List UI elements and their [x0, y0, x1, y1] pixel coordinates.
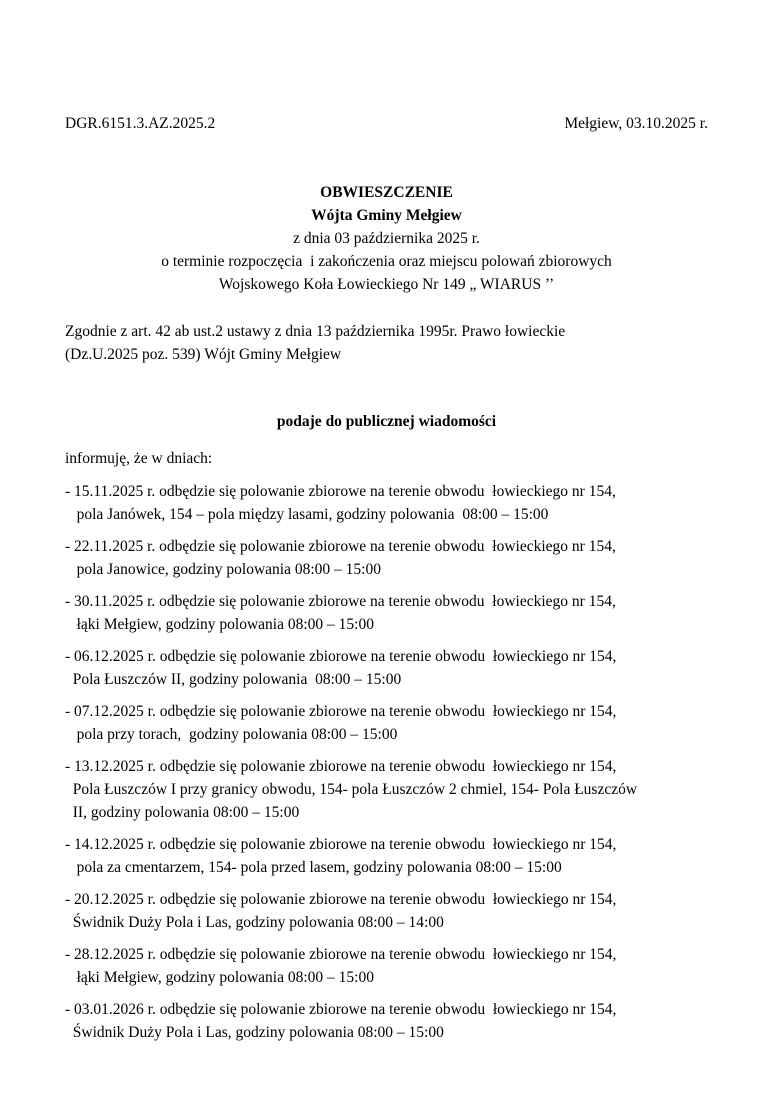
- hunt-item-date-line: - 22.11.2025 r. odbędzie się polowanie zbiorowe na terenie obwodu łowieckiego nr 154,: [65, 538, 616, 555]
- title-author: Wójta Gminy Mełgiew: [311, 207, 462, 224]
- hunt-item-date-line: - 14.12.2025 r. odbędzie się polowanie zbiorowe na terenie obwodu łowieckiego nr 154,: [65, 836, 617, 853]
- hunt-item-continuation-line: pola za cmentarzem, 154- pola przed lasem, godziny polowania 08:00 – 15:00: [65, 859, 562, 876]
- hunt-item: [65, 590, 708, 636]
- hunt-item-date-line: - 03.01.2026 r. odbędzie się polowanie zbiorowe na terenie obwodu łowieckiego nr 154,: [65, 1001, 617, 1018]
- hunt-item-continuation-line: II, godziny polowania 08:00 – 15:00: [65, 804, 300, 821]
- hunt-item: [65, 833, 708, 879]
- title-organization: Wojskowego Koła Łowieckiego Nr 149 „ WIARUS ’’: [218, 276, 555, 293]
- hunt-item-continuation-line: Świdnik Duży Pola i Las, godziny polowania 08:00 – 15:00: [65, 1024, 444, 1041]
- legal-basis-paragraph: [65, 320, 708, 366]
- hunt-item-continuation-line: Świdnik Duży Pola i Las, godziny polowania 08:00 – 14:00: [65, 914, 444, 931]
- hunt-item: [65, 888, 708, 934]
- title-date: z dnia 03 października 2025 r.: [293, 230, 480, 247]
- hunt-item-date-line: - 30.11.2025 r. odbędzie się polowanie zbiorowe na terenie obwodu łowieckiego nr 154,: [65, 593, 616, 610]
- hunt-item: [65, 645, 708, 691]
- title-block: [65, 181, 708, 296]
- hunt-item-date-line: - 13.12.2025 r. odbędzie się polowanie zbiorowe na terenie obwodu łowieckiego nr 154,: [65, 758, 617, 775]
- legal-basis-line-1: Zgodnie z art. 42 ab ust.2 ustawy z dnia 13 października 1995r. Prawo łowieckie: [65, 323, 566, 340]
- legal-basis-line-2: (Dz.U.2025 poz. 539) Wójt Gminy Mełgiew: [65, 346, 342, 363]
- hunt-item: [65, 943, 708, 989]
- hunt-item: [65, 755, 708, 824]
- hunt-item-date-line: - 15.11.2025 r. odbędzie się polowanie zbiorowe na terenie obwodu łowieckiego nr 154,: [65, 483, 616, 500]
- hunt-item-date-line: - 28.12.2025 r. odbędzie się polowanie zbiorowe na terenie obwodu łowieckiego nr 154,: [65, 946, 617, 963]
- hunt-item: [65, 700, 708, 746]
- hunt-item-continuation-line: Pola Łuszczów II, godziny polowania 08:00 – 15:00: [65, 671, 402, 688]
- hunt-item-date-line: - 07.12.2025 r. odbędzie się polowanie zbiorowe na terenie obwodu łowieckiego nr 154,: [65, 703, 617, 720]
- hunt-list: [65, 480, 708, 1044]
- hunt-item-date-line: - 06.12.2025 r. odbędzie się polowanie zbiorowe na terenie obwodu łowieckiego nr 154,: [65, 648, 617, 665]
- hunt-item: [65, 480, 708, 526]
- hunt-item-continuation-line: pola Janowice, godziny polowania 08:00 – 15:00: [65, 561, 381, 578]
- hunt-item-continuation-line: Pola Łuszczów I przy granicy obwodu, 154- pola Łuszczów 2 chmiel, 154- Pola Łuszczów: [65, 781, 638, 798]
- hunt-item-date-line: - 20.12.2025 r. odbędzie się polowanie zbiorowe na terenie obwodu łowieckiego nr 154,: [65, 891, 617, 908]
- title-subject: o terminie rozpoczęcia i zakończenia oraz miejscu polowań zbiorowych: [161, 253, 612, 270]
- place-and-date: Mełgiew, 03.10.2025 r.: [564, 115, 708, 132]
- hunt-item: [65, 998, 708, 1044]
- hunt-item: [65, 535, 708, 581]
- hunt-item-continuation-line: łąki Mełgiew, godziny polowania 08:00 – 15:00: [65, 969, 374, 986]
- public-notice-subtitle: podaje do publicznej wiadomości: [276, 413, 497, 430]
- reference-number: DGR.6151.3.AZ.2025.2: [65, 115, 216, 132]
- hunt-item-continuation-line: pola przy torach, godziny polowania 08:00 – 15:00: [65, 726, 398, 743]
- document-header: [65, 112, 708, 135]
- hunt-item-continuation-line: pola Janówek, 154 – pola między lasami, godziny polowania 08:00 – 15:00: [65, 506, 549, 523]
- title-main: OBWIESZCZENIE: [320, 184, 453, 201]
- intro-line: informuję, że w dniach:: [65, 450, 213, 467]
- hunt-item-continuation-line: łąki Mełgiew, godziny polowania 08:00 – 15:00: [65, 616, 374, 633]
